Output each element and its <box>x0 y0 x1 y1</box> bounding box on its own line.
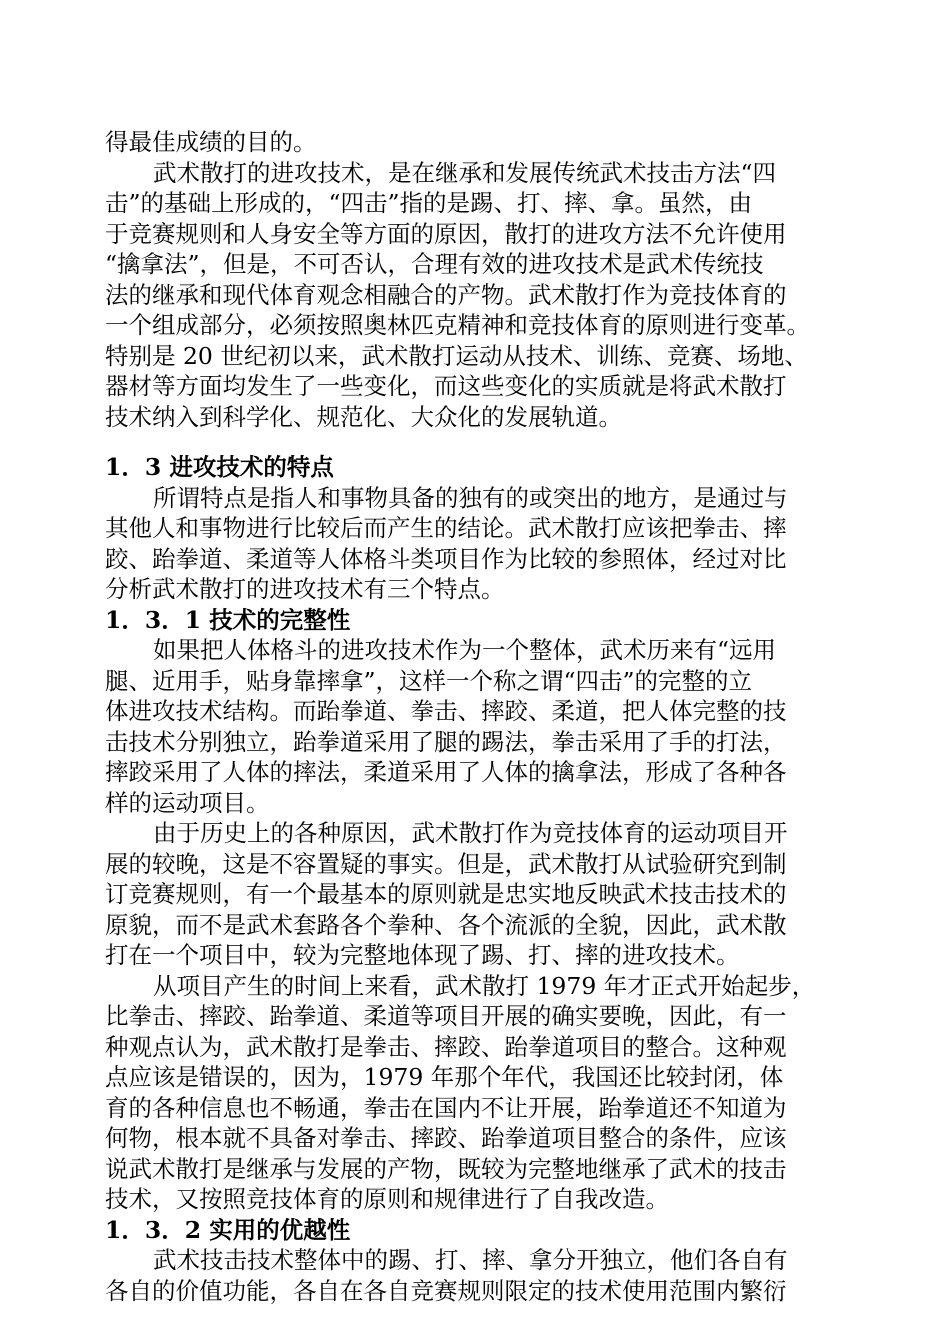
text-line: 样的运动项目。 <box>105 788 270 817</box>
text-line: 育的各种信息也不畅通，拳击在国内不让开展，跆拳道还不知道为 <box>105 1093 787 1122</box>
text-line: 展的较晚，这是不容置疑的事实。但是，武术散打从试验研究到制 <box>105 849 787 878</box>
text-line: 武术散打的进攻技术，是在继承和发展传统武术技击方法“四 <box>153 158 777 187</box>
subsection-heading: 1．3．1 技术的完整性 <box>105 605 351 634</box>
text-line: 特别是 20 世纪初以来，武术散打运动从技术、训练、竞赛、场地、 <box>105 341 808 370</box>
text-line: 一个组成部分，必须按照奥林匹克精神和竞技体育的原则进行变革。 <box>105 311 810 339</box>
text-line: 如果把人体格斗的进攻技术作为一个整体，武术历来有“远用 <box>153 636 777 664</box>
paragraph-attack-technique-origin <box>105 158 850 433</box>
text-line: 击技术分别独立，跆拳道采用了腿的踢法，拳击采用了手的打法， <box>105 727 787 756</box>
text-line: 于竞赛规则和人身安全等方面的原因，散打的进攻方法不允许使用 <box>105 219 787 248</box>
text-line: 种观点认为，武术散打是拳击、摔跤、跆拳道项目的整合。这种观 <box>105 1032 787 1061</box>
paragraph-completeness-1 <box>105 635 850 818</box>
subsection-heading: 1．3．2 实用的优越性 <box>105 1215 351 1244</box>
text-line: 订竞赛规则，有一个最基本的原则就是忠实地反映武术技击技术的 <box>105 880 787 908</box>
spacer <box>105 432 850 452</box>
text-line: 击”的基础上形成的，“四击”指的是踢、打、摔、拿。虽然，由 <box>105 189 753 217</box>
document-page <box>105 127 850 1306</box>
text-line: 器材等方面均发生了一些变化，而这些变化的实质就是将武术散打 <box>105 372 787 400</box>
paragraph-practicality <box>105 1245 850 1306</box>
text-line: 法的继承和现代体育观念相融合的产物。武术散打作为竞技体育的 <box>105 280 787 309</box>
paragraph-completeness-3 <box>105 971 850 1215</box>
text-line: 体进攻技术结构。而跆拳道、拳击、摔跤、柔道，把人体完整的技 <box>105 697 787 725</box>
text-line: 武术技击技术整体中的踢、打、摔、拿分开独立，他们各自有 <box>153 1246 788 1274</box>
text-line: 从项目产生的时间上来看，武术散打 1979 年才正式开始起步， <box>153 971 816 1000</box>
section-heading: 1．3 进攻技术的特点 <box>105 453 334 481</box>
text-line: 打在一个项目中，较为完整地体现了踢、打、摔的进攻技术。 <box>105 941 740 969</box>
text-line: 腿、近用手，贴身靠摔拿”，这样一个称之谓“四击”的完整的立 <box>105 666 753 695</box>
text-line: 比拳击、摔跤、跆拳道、柔道等项目开展的确实要晚，因此，有一 <box>105 1002 787 1030</box>
text-line: 由于历史上的各种原因，武术散打作为竞技体育的运动项目开 <box>153 819 788 847</box>
text-line: 原貌，而不是武术套路各个拳种、各个流派的全貌，因此，武术散 <box>105 910 787 939</box>
paragraph-characteristics-intro <box>105 483 850 605</box>
text-line: “擒拿法”，但是，不可否认，合理有效的进攻技术是武术传统技 <box>105 250 764 278</box>
text-line: 得最佳成绩的目的。 <box>105 128 317 156</box>
text-line: 所谓特点是指人和事物具备的独有的或突出的地方，是通过与 <box>153 483 788 512</box>
text-line: 各自的价值功能，各自在各自竞赛规则限定的技术使用范围内繁衍 <box>105 1276 787 1305</box>
text-line: 其他人和事物进行比较后而产生的结论。武术散打应该把拳击、摔 <box>105 514 787 542</box>
text-line: 技术纳入到科学化、规范化、大众化的发展轨道。 <box>105 402 622 431</box>
paragraph-completeness-2 <box>105 818 850 971</box>
text-line: 何物，根本就不具备对拳击、摔跤、跆拳道项目整合的条件，应该 <box>105 1124 787 1152</box>
text-line: 说武术散打是继承与发展的产物，既较为完整地继承了武术的技击 <box>105 1154 787 1183</box>
paragraph-continuation <box>105 127 850 158</box>
text-line: 分析武术散打的进攻技术有三个特点。 <box>105 575 505 603</box>
text-line: 摔跤采用了人体的摔法，柔道采用了人体的擒拿法，形成了各种各 <box>105 758 787 786</box>
text-line: 技术，又按照竞技体育的原则和规律进行了自我改造。 <box>105 1185 669 1213</box>
text-line: 点应该是错误的，因为，1979 年那个年代，我国还比较封闭，体 <box>105 1063 784 1091</box>
text-line: 跤、跆拳道、柔道等人体格斗类项目作为比较的参照体，经过对比 <box>105 544 787 573</box>
